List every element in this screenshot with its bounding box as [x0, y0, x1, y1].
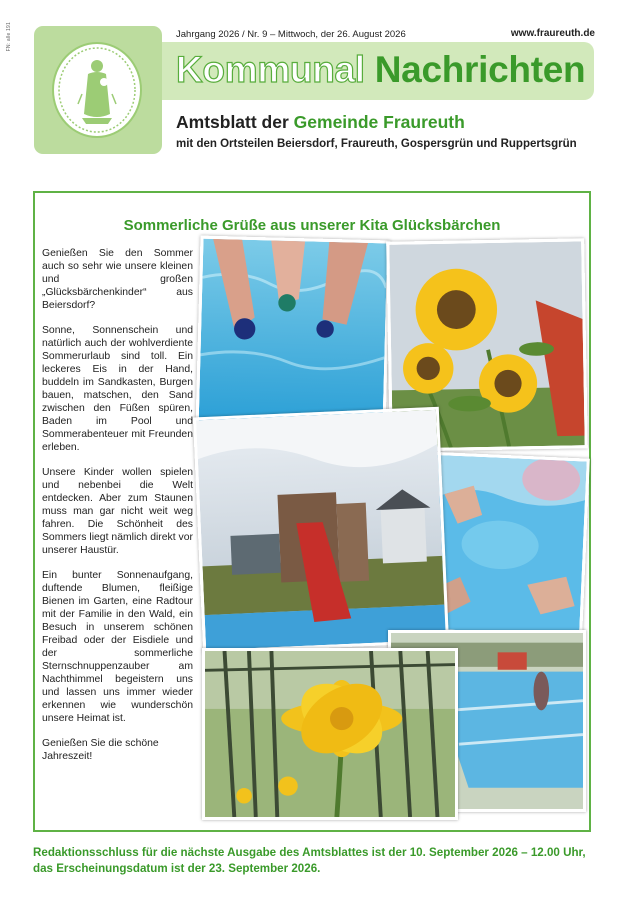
- amtsblatt-prefix: Amtsblatt der: [176, 112, 289, 132]
- issue-meta: Jahrgang 2026 / Nr. 9 – Mittwoch, der 26. August 2026: [176, 29, 406, 40]
- side-note: FN: alle 191: [6, 22, 12, 52]
- article-paragraph: Unsere Kinder wollen spielen und nebenbei die Welt entdecken. Aber zum Staunen muss man gar nicht weit weg fahren. Die Schönheit des Sommers liegt nämlich direkt vor unserer Haustür.: [42, 467, 193, 556]
- article-paragraph: Sonne, Sonnenschein und natürlich auch der wohlverdiente Sommerurlaub sind toll. Ein leckeres Eis in der Hand, buddeln im Sandkasten, Burgen bauen, matschen, den Sand zwischen den Füßen spüren, Baden im Pool und Sommerabenteuer mit Freunden erleben.: [42, 325, 193, 453]
- masthead-title: [176, 49, 585, 91]
- deadline-line-2: das Erscheinungsdatum ist der 23. September 2026.: [33, 862, 321, 875]
- municipal-logo: [34, 26, 162, 154]
- website-link[interactable]: www.fraureuth.de: [510, 28, 595, 39]
- amtsblatt-heading: [176, 112, 465, 133]
- article-title: Sommerliche Grüße aus unserer Kita Glücksbärchen: [123, 217, 501, 234]
- masthead-title-part1: Kommunal: [176, 49, 365, 90]
- masthead-title-part2: Nachrichten: [374, 49, 586, 90]
- masthead: [162, 42, 594, 100]
- photo-playground-slide: [193, 407, 449, 654]
- editorial-deadline-notice: [33, 845, 603, 877]
- photo-yellow-flower-fence: [202, 648, 458, 820]
- article-paragraph: Genießen Sie die schöne Jahreszeit!: [42, 738, 159, 762]
- madonna-emblem-icon: [52, 42, 142, 138]
- municipality-name: Gemeinde Fraureuth: [293, 112, 465, 132]
- article-paragraph: Genießen Sie den Sommer auch so sehr wie unsere kleinen und großen „Glücksbärchenkinder“ aus Beiersdorf?: [42, 248, 193, 311]
- article-paragraph: Ein bunter Sonnenaufgang, duftende Blumen, fleißige Bienen im Garten, eine Radtour mit der Familie in den Wald, ein Besuch in unserem schönen Freibad oder der Eisdiele und der sommerliche Sternschnuppenzauber am Nachthimmel begeistern uns und lassen uns immer wieder erkennen wie wunderschön unsere Heimat ist.: [42, 570, 193, 724]
- districts-subtitle: mit den Ortsteilen Beiersdorf, Fraureuth, Gospersgrün und Ruppertsgrün: [176, 138, 577, 150]
- article-text: [42, 247, 193, 775]
- deadline-line-1: Redaktionsschluss für die nächste Ausgabe des Amtsblattes ist der 10. September 2026 – 12.00 Uhr,: [33, 846, 586, 859]
- photo-children-feet-in-pool: [196, 236, 391, 433]
